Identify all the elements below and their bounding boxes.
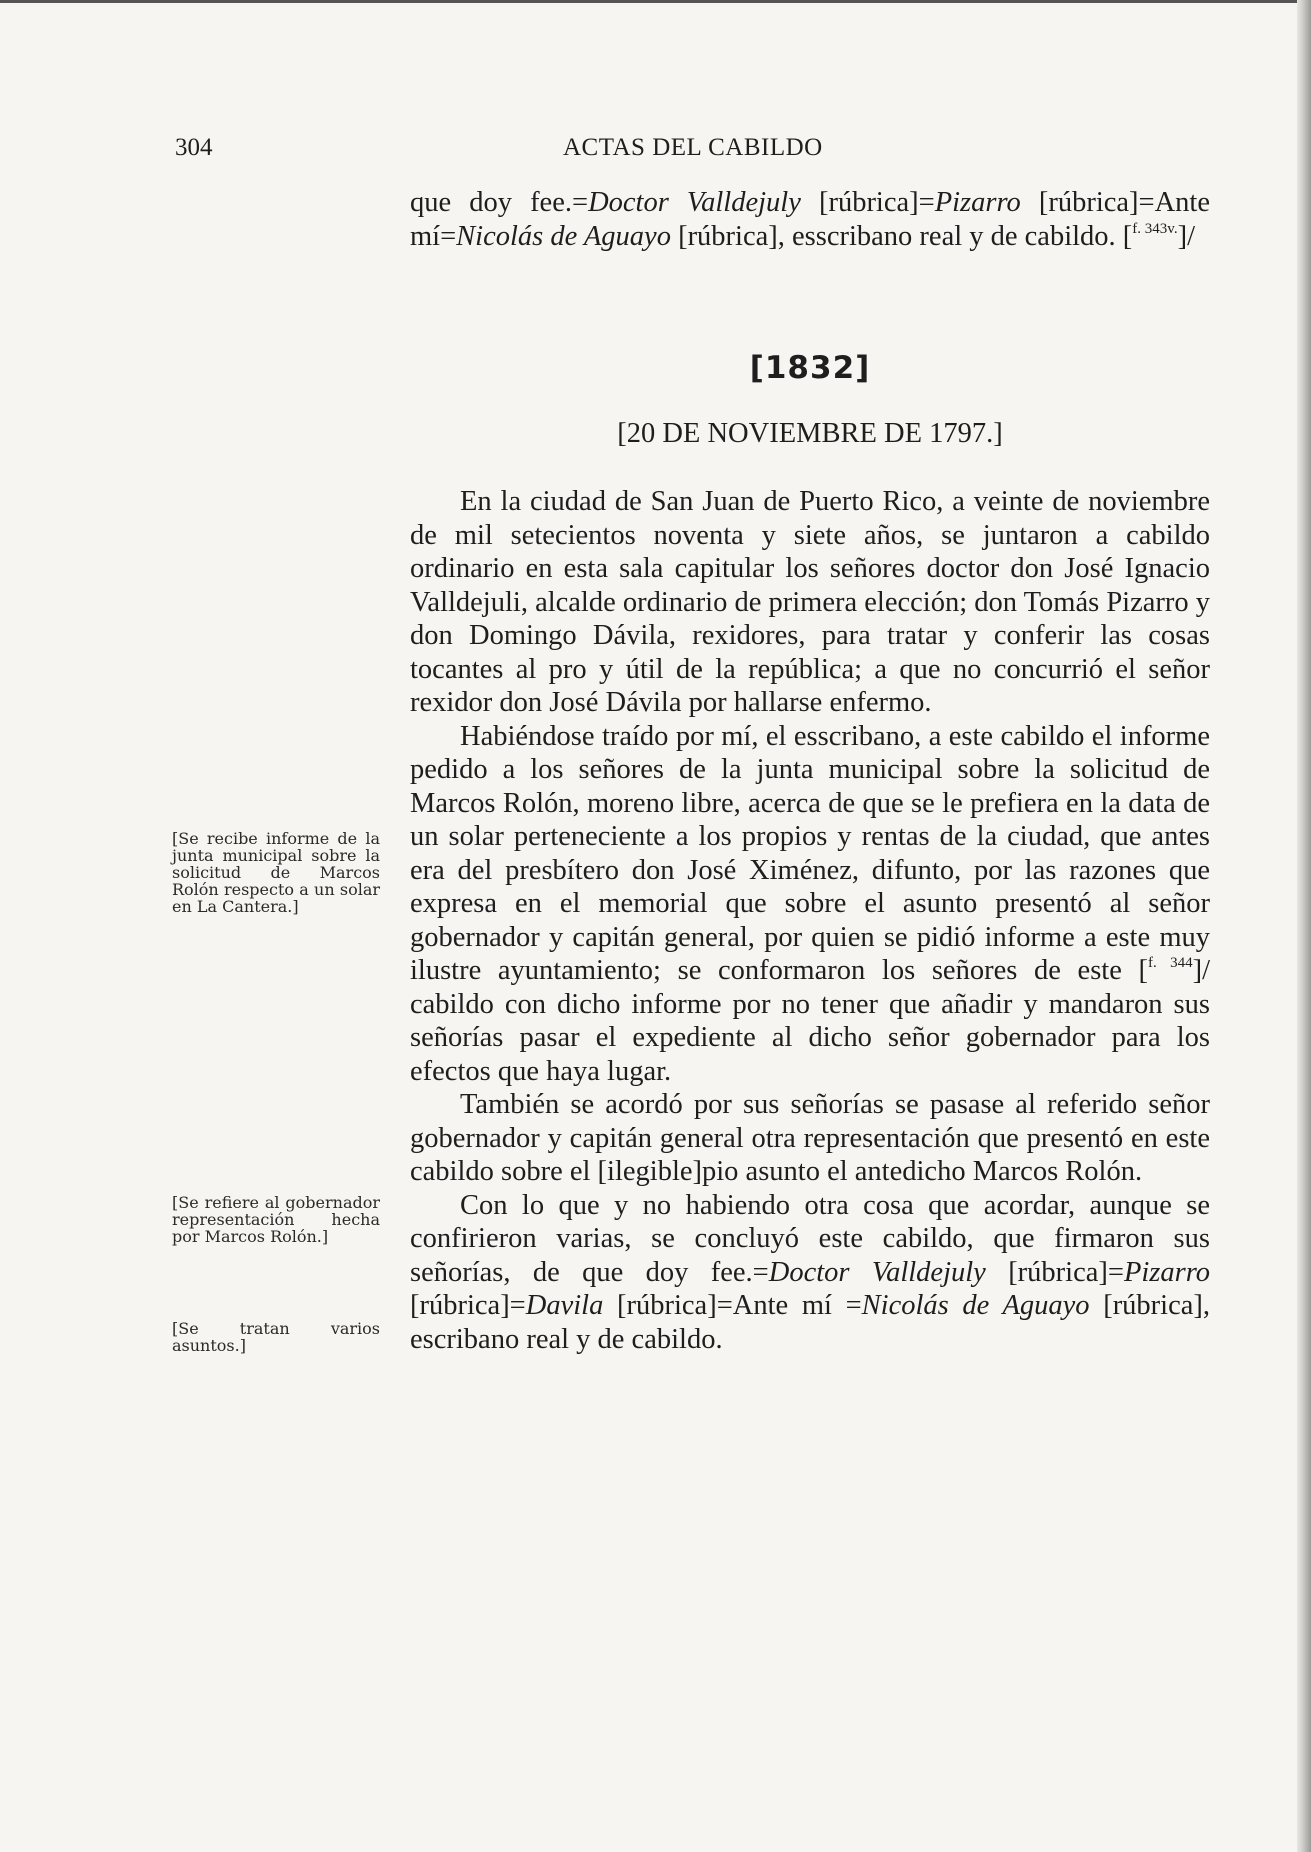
signatory-name: Doctor Valldejuly [588, 187, 801, 218]
text-run: [rúbrica]=Ante mí= [410, 187, 1211, 252]
page-header [175, 134, 1135, 166]
signatory-name: Pizarro [1123, 1256, 1210, 1288]
margin-note-informe: [Se recibe informe de la junta municipal sobre la solicitud de Marcos Rolón respecto a un solar en La Cantera.] [172, 829, 380, 916]
signatory-name: Pizarro [934, 187, 1021, 218]
text-run: [rúbrica]= [800, 187, 935, 218]
margin-note-representacion: [Se refiere al gobernador representación hecha por Marcos Rolón.] [172, 1193, 380, 1246]
text-run: Habiéndose traído por mí, el esscribano, a este cabildo el informe pedido a los señores de la junta municipal sobre la solicitud de Marcos Rolón, moreno libre, acerca de que se le prefiera en la data de un solar perteneciente a los propios y rentas de la ciudad, que antes era del presbítero don José Ximénez, difunto, por las razones que expresa en el memorial que sobre el asunto presentó al señor gobernador y capitán general, por quien se pidió informe a este muy ilustre ayuntamiento; se conformaron los señores de este [ [410, 720, 1210, 986]
signatory-name: Nicolás de Aguayo [861, 1290, 1090, 1321]
signatory-name: Davila [525, 1290, 604, 1321]
folio-reference: f. 344 [1148, 955, 1193, 971]
paragraph-1: En la ciudad de San Juan de Puerto Rico, a veinte de noviembre de mil setecientos noventa y siete años, se juntaron a cabildo ordinario en esta sala capitular los señores doctor don José Ignacio Valldejuli, alcalde ordinario de primera elección; don Tomás Pizarro y don Domingo Dávila, rexidores, para tratar y conferir las cosas tocantes al pro y útil de la república; a que no concurrió el señor rexidor don José Dávila por hallarse enfermo. [410, 486, 1210, 718]
document-body [410, 485, 1210, 1356]
continuation-text [410, 186, 1210, 253]
text-run: [rúbrica]= [985, 1256, 1124, 1288]
document-number: [1832] [749, 350, 871, 386]
continuation-paragraph [410, 186, 1210, 253]
text-run: ]/ cabildo con dicho informe por no tener que añadir y mandaron sus señorías pasar el expediente al dicho señor gobernador para los efectos que haya lugar. [410, 955, 1210, 1087]
text-run: ]/ [1177, 220, 1195, 252]
page-number: 304 [175, 134, 213, 161]
page-gutter-shadow [1297, 0, 1311, 1852]
running-head: ACTAS DEL CABILDO [563, 134, 823, 161]
folio-reference: f. 343v. [1132, 220, 1178, 237]
signatory-name: Nicolás de Aguayo [456, 220, 671, 252]
text-run: [rúbrica]= [410, 1290, 526, 1321]
text-run: [rúbrica], escribano real y de cabildo. [410, 1290, 1211, 1355]
scan-top-edge [0, 0, 1311, 3]
paragraph-2 [410, 720, 1210, 1089]
signatory-name: Doctor Valldejuly [768, 1256, 986, 1288]
paragraph-3: También se acordó por sus señorías se pasase al referido señor gobernador y capitán general otra representación que presentó en este cabildo sobre el [ilegible]pio asunto el antedicho Marcos Rolón. [410, 1089, 1210, 1187]
text-run: Con lo que y no habiendo otra cosa que acordar, aunque se confirieron varias, se concluyó este cabildo, que firmaron sus señorías, de que doy fee.= [410, 1189, 1210, 1288]
document-date: [20 DE NOVIEMBRE DE 1797.] [617, 418, 1003, 449]
margin-note-varios-asuntos: [Se tratan varios asuntos.] [172, 1319, 380, 1355]
text-run: que doy fee.= [410, 187, 589, 218]
text-run: [rúbrica], esscribano real y de cabildo. [ [670, 220, 1133, 252]
text-run: [rúbrica]=Ante mí = [603, 1290, 862, 1321]
paragraph-4 [410, 1189, 1210, 1357]
